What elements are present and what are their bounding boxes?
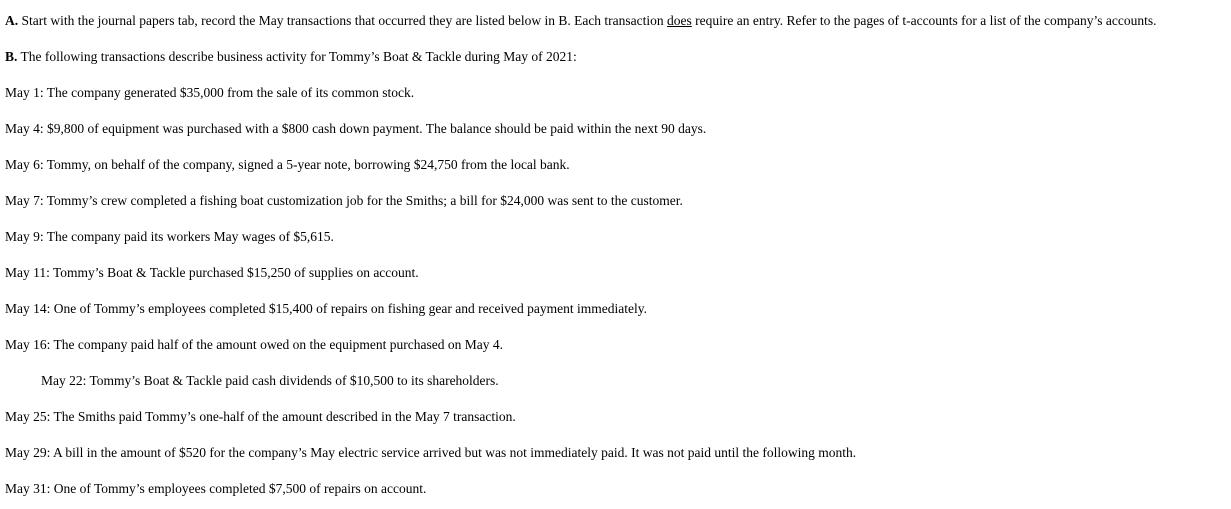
transaction-may-4: May 4: $9,800 of equipment was purchased with a $800 cash down payment. The balance should be paid within the next 90 days. bbox=[5, 121, 707, 136]
transaction-may-29: May 29: A bill in the amount of $520 for the company’s May electric service arrived but was not immediately paid. It was not paid until the following month. bbox=[5, 445, 857, 460]
transaction-may-11: May 11: Tommy’s Boat & Tackle purchased $15,250 of supplies on account. bbox=[5, 265, 419, 280]
instruction-b-label: B. bbox=[5, 49, 18, 64]
transaction-may-9: May 9: The company paid its workers May wages of $5,615. bbox=[5, 229, 334, 244]
transaction-may-22: May 22: Tommy’s Boat & Tackle paid cash dividends of $10,500 to its shareholders. bbox=[41, 373, 499, 388]
instruction-a-label: A. bbox=[5, 13, 19, 28]
instruction-a-text-before: Start with the journal papers tab, record the May transactions that occurred they are listed below in B. Each transaction bbox=[21, 13, 664, 28]
transaction-may-16: May 16: The company paid half of the amount owed on the equipment purchased on May 4. bbox=[5, 337, 504, 352]
instruction-a-text-after: require an entry. Refer to the pages of t-accounts for a list of the company’s accounts. bbox=[695, 13, 1157, 28]
instruction-a bbox=[5, 13, 1157, 29]
transaction-may-7: May 7: Tommy’s crew completed a fishing boat customization job for the Smiths; a bill for $24,000 was sent to the customer. bbox=[5, 193, 683, 208]
transaction-may-14: May 14: One of Tommy’s employees completed $15,400 of repairs on fishing gear and received payment immediately. bbox=[5, 301, 648, 316]
instruction-b bbox=[5, 49, 577, 65]
instruction-b-text: The following transactions describe business activity for Tommy’s Boat & Tackle during May of 2021: bbox=[20, 49, 577, 64]
transaction-may-1: May 1: The company generated $35,000 from the sale of its common stock. bbox=[5, 85, 415, 100]
transaction-may-6: May 6: Tommy, on behalf of the company, signed a 5-year note, borrowing $24,750 from the local bank. bbox=[5, 157, 570, 172]
transaction-may-25: May 25: The Smiths paid Tommy’s one-half of the amount described in the May 7 transaction. bbox=[5, 409, 516, 424]
instruction-a-emphasis: does bbox=[667, 13, 692, 28]
transaction-may-31: May 31: One of Tommy’s employees completed $7,500 of repairs on account. bbox=[5, 481, 427, 496]
